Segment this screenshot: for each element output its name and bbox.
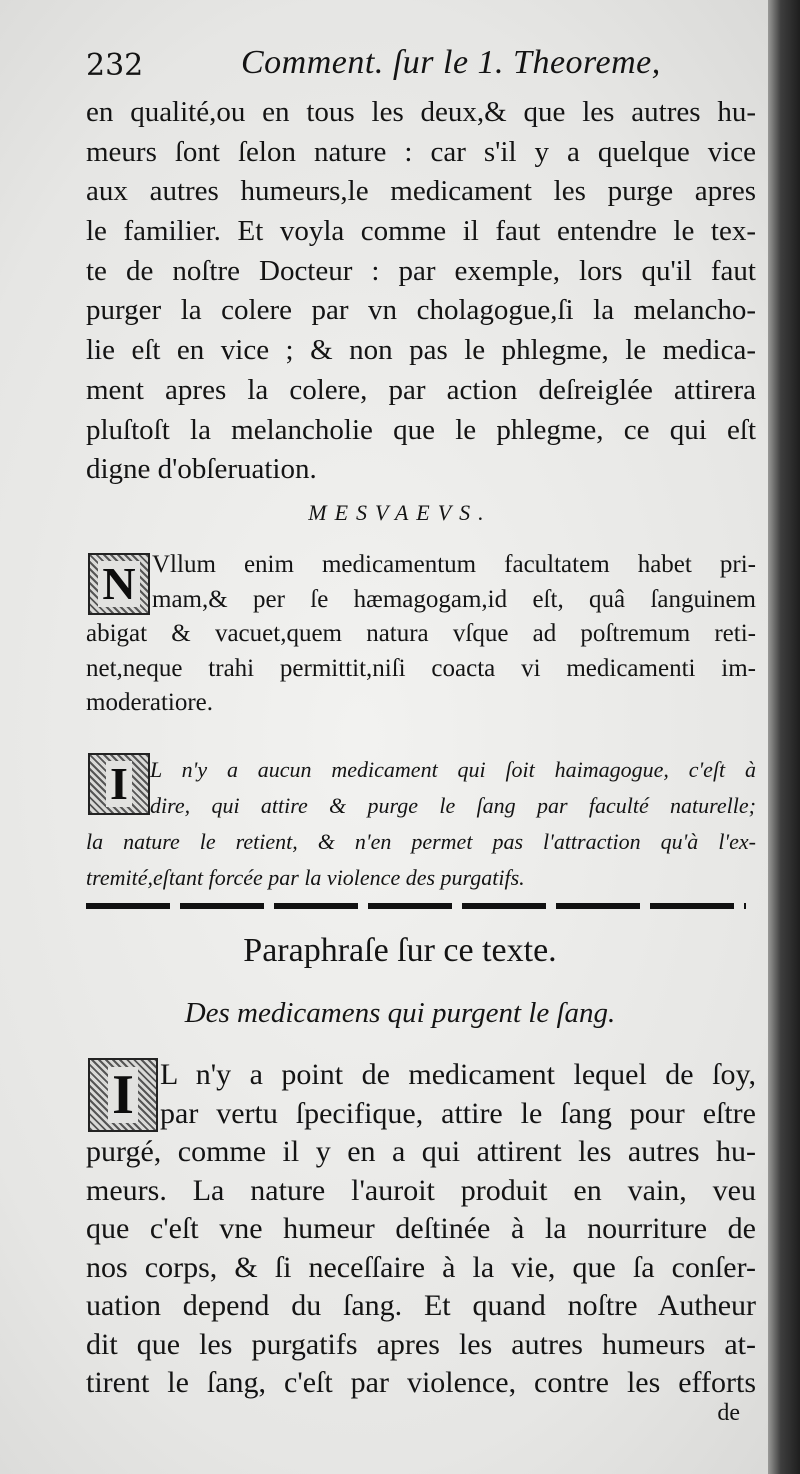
text-line: digne d'obſeruation. [86, 453, 317, 486]
text-line: abigat & vacuet,quem natura vſque ad poſtremum reti- [86, 620, 756, 647]
french-translation [86, 752, 756, 896]
commentary-text [86, 93, 756, 490]
text-line: la nature le retient, & n'en permet pas l'attraction qu'à l'ex- [86, 829, 756, 854]
text-line: Vllum enim medicamentum facultatem habet pri- [152, 551, 756, 578]
text-line: mam,& per ſe hæmagogam,id eſt, quâ ſanguinem [152, 585, 756, 613]
paraphrase-text [86, 1056, 756, 1403]
text-line: tirent le ſang, c'eſt par violence, contre les efforts [86, 1366, 756, 1399]
section-subtitle: Des medicamens qui purgent le ſang. [184, 997, 616, 1029]
text-line: dire, qui attire & purge le ſang par faculté naturelle; [150, 793, 756, 818]
ornamental-rule [86, 903, 746, 909]
text-line: meurs ſont ſelon nature : car s'il y a quelque vice [86, 135, 756, 168]
author-heading: MESVAEVS. [308, 500, 492, 525]
text-line: net,neque trahi permittit,niſi coacta vi medicamenti im- [86, 654, 756, 682]
text-line: uation depend du ſang. Et quand noſtre Autheur [86, 1289, 756, 1322]
text-line: en qualité,ou en tous les deux,& que les autres hu- [86, 96, 756, 128]
text-line: dit que les purgatifs apres les autres humeurs at- [86, 1327, 756, 1361]
text-line: nos corps, & ſi neceſſaire à la vie, que ſa conſer- [86, 1250, 756, 1284]
text-line: moderatiore. [86, 689, 214, 716]
book-gutter [768, 0, 800, 1474]
initial-letter: I [106, 761, 132, 807]
text-line: pluſtoſt la melancholie que le phlegme, ce qui eſt [86, 413, 756, 446]
text-line: ment apres la colere, par action deſreiglée attirera [86, 373, 756, 406]
text-line: purgé, comme il y en a qui attirent les autres hu- [86, 1135, 756, 1168]
text-line: que c'eſt vne humeur deſtinée à la nourriture de [86, 1212, 756, 1245]
text-line: L n'y a aucun medicament qui ſoit haimagogue, c'eſt à [150, 757, 756, 782]
latin-text [86, 548, 756, 721]
text-line: meurs. La nature l'auroit produit en vain, veu [86, 1173, 756, 1207]
running-head [86, 44, 756, 94]
text-line: te de noſtre Docteur : par exemple, lors qu'il faut [86, 254, 756, 287]
catchword: de [717, 1400, 740, 1426]
initial-letter: N [98, 561, 139, 607]
text-line: le familier. Et voyla comme il faut entendre le tex- [86, 215, 756, 248]
text-line: lie eſt en vice ; & non pas le phlegme, le medica- [86, 334, 756, 367]
running-title: Comment. ſur le 1. Theoreme, [241, 44, 661, 81]
text-line: tremité,eſtant forcée par la violence des purgatifs. [86, 865, 525, 890]
text-line: par vertu ſpecifique, attire le ſang pour eſtre [160, 1096, 756, 1130]
text-line: aux autres humeurs,le medicament les purge apres [86, 175, 756, 208]
initial-letter: I [108, 1067, 138, 1123]
section-title: Paraphraſe ſur ce texte. [243, 932, 557, 969]
text-line: L n'y a point de medicament lequel de ſoy, [160, 1058, 756, 1091]
text-line: purger la colere par vn cholagogue,ſi la melancho- [86, 294, 756, 327]
page-number: 232 [86, 48, 144, 83]
